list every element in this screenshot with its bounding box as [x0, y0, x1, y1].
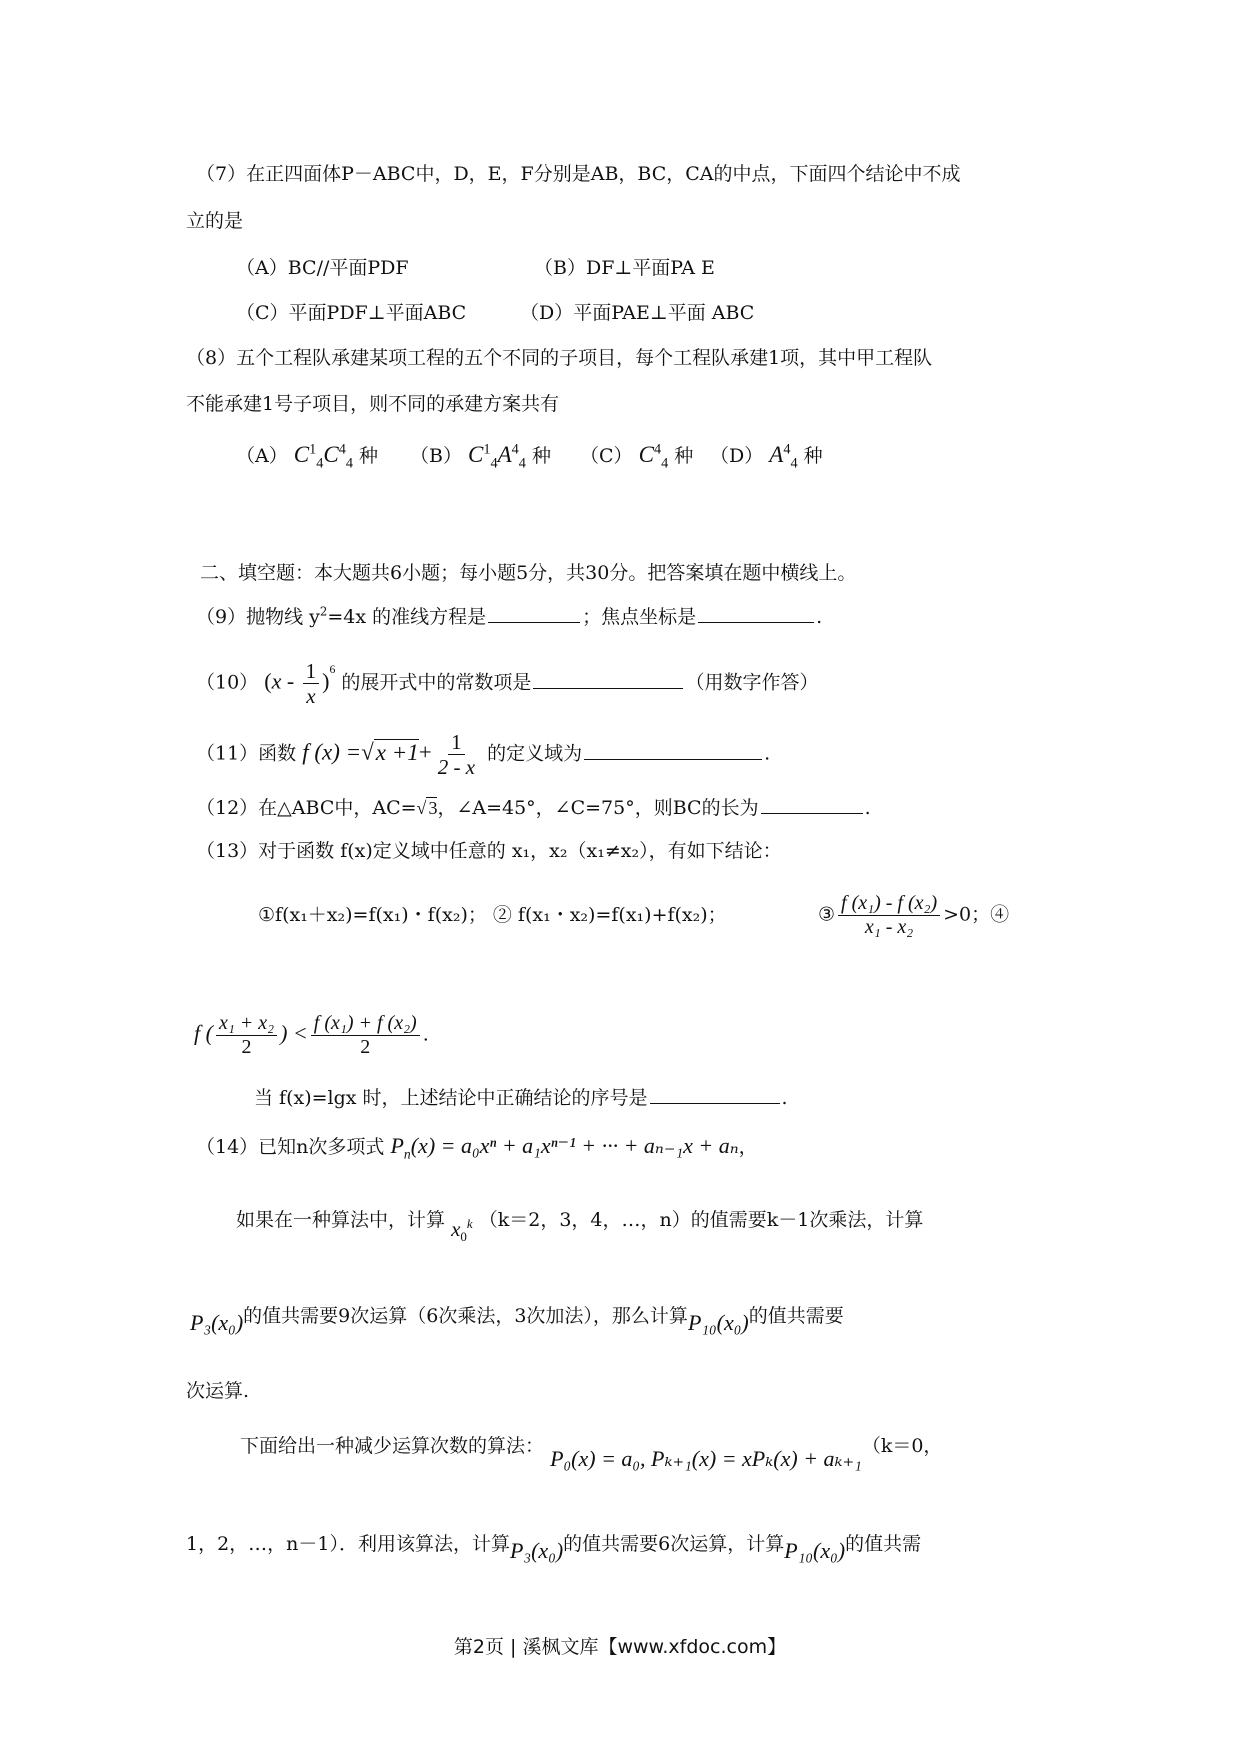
q14-line2: 如果在一种算法中，计算 $x_0^k$ （k＝2，3，4，…，n）的值需要k－1次乘法，计算	[236, 1209, 924, 1245]
q13-question: 当 f(x)=lgx 时，上述结论中正确结论的序号是 .	[254, 1087, 788, 1109]
q8-option-a-formula: $C^1_4C^4_4$	[293, 441, 353, 472]
q8-option-d-formula: $A^4_4$	[769, 441, 798, 472]
q7-option-c: （C）平面PDF⊥平面ABC	[236, 302, 467, 324]
q8-line1: （8）五个工程队承建某项工程的五个不同的子项目，每个工程队承建1项，其中甲工程队	[186, 347, 933, 369]
q8-option-c-label: （C）	[580, 445, 633, 467]
q8-option-b-unit: 种	[531, 445, 551, 467]
q14-line1: （14）已知n次多项式 $P_n(x) = a_0x^n + a_1x^{n-1}$ + ··· + aₙ₋₁x + aₙ，	[196, 1133, 758, 1162]
q8-option-a-label: （A）	[236, 445, 288, 467]
q8-option-a-unit: 种	[359, 445, 379, 467]
q8-option-d	[710, 441, 823, 473]
q10-answer-blank[interactable]	[533, 670, 683, 689]
q8-option-b-label: （B）	[410, 445, 462, 467]
q7-option-a: （A）BC//平面PDF	[236, 257, 409, 279]
q8-option-b	[410, 441, 551, 473]
q10: （10） (x - $\frac{1}{x}$ )$^6$ 的展开式中的常数项是 （用数字作答）	[196, 659, 819, 709]
q8-option-c	[580, 441, 693, 473]
q11-answer-blank[interactable]	[584, 741, 762, 760]
q14-line3: P₃(x₀)的值共需要9次运算（6次乘法，3次加法），那么计算P₁₀(x₀)的值共需要	[190, 1305, 844, 1335]
q9: （9）抛物线 $y^2=4x$ 的准线方程是 ；焦点坐标是 .	[196, 604, 823, 628]
q8-line2: 不能承建1号子项目，则不同的承建方案共有	[186, 393, 560, 415]
q13-conclusions-1-2: ①f(x₁＋x₂)=f(x₁)・f(x₂)； ② f(x₁・x₂)=f(x₁)+f(x₂)；	[258, 904, 727, 926]
q7-line2: 立的是	[186, 210, 244, 232]
page-footer: 第2页 | 溪枫文库【www.xfdoc.com】	[453, 1636, 787, 1658]
q8-option-c-formula: $C^4_4$	[638, 441, 669, 472]
q7-option-b: （B）DF⊥平面PA E	[534, 257, 715, 279]
q13-conclusion-3: ③ $\frac{\text{f (x₁) - f (x₂)}}{\text{x₁ - x₂}}$ >0；④	[818, 892, 1010, 938]
q7-option-d: （D）平面PAE⊥平面 ABC	[520, 302, 755, 324]
q8-option-d-unit: 种	[803, 445, 823, 467]
q14-line5: 下面给出一种减少运算次数的算法： P₀(x) = a₀, Pₖ₊₁(x) = xPₖ(x) + aₖ₊₁（k＝0，	[240, 1435, 943, 1471]
q8-option-b-formula: $C^1_4A^4_4$	[468, 441, 526, 472]
q7-line1: （7）在正四面体P－ABC中，D，E，F分别是AB，BC，CA的中点，下面四个结论中不成	[196, 163, 961, 185]
q8-option-a	[236, 441, 378, 473]
q14-line4: 次运算.	[186, 1380, 250, 1402]
q14-line6: 1，2，…，n－1）．利用该算法，计算P₃(x₀)的值共需要6次运算，计算P₁₀(x₀)的值共需	[186, 1533, 922, 1563]
q8-option-c-unit: 种	[674, 445, 694, 467]
section-heading: 二、填空题：本大题共6小题；每小题5分，共30分。把答案填在题中横线上。	[200, 562, 857, 584]
q9-answer-blank-1[interactable]	[488, 604, 580, 623]
q12-answer-blank[interactable]	[761, 795, 863, 814]
q13-answer-blank[interactable]	[650, 1085, 780, 1104]
q9-answer-blank-2[interactable]	[698, 604, 814, 623]
q8-option-d-label: （D）	[710, 445, 764, 467]
q13-line1: （13）对于函数 f(x)定义域中任意的 x₁，x₂（x₁≠x₂），有如下结论：	[196, 840, 782, 862]
q12: （12）在△ABC中，AC=√ 3，∠A=45°，∠C=75°，则BC的长为 .	[196, 797, 871, 819]
q13-conclusion-4: f ( $\frac{\text{x₁ + x₂}}{2}$ ) < $\frac{\text{f (x₁) + f (x₂)}}{2}$ .	[194, 1012, 429, 1058]
q11: （11）函数 f (x) =√x +1+ $\frac{1}{2 - x}$ 的定义域为 .	[196, 730, 771, 780]
